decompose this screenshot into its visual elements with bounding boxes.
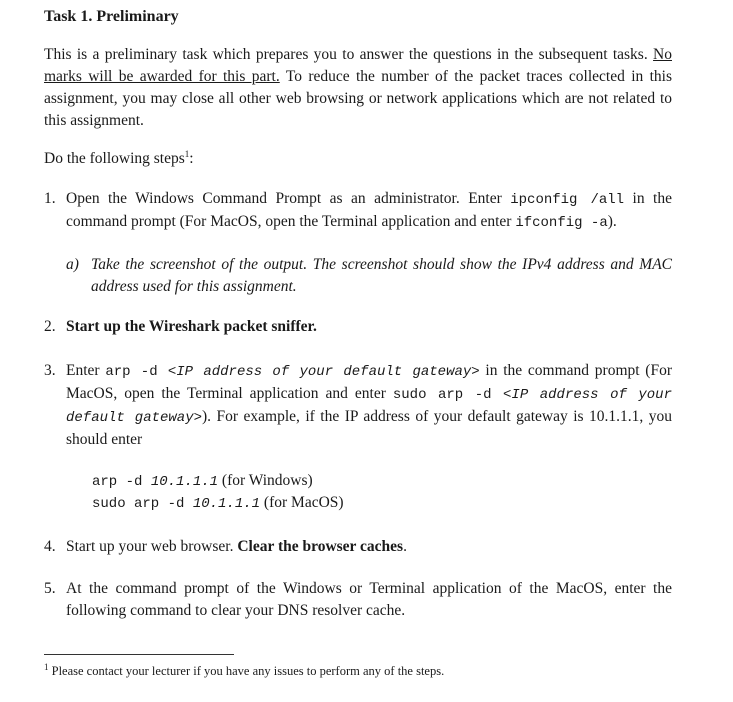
code-note: (for Windows): [218, 472, 313, 489]
footnote-divider: [44, 654, 234, 655]
clear-cache-instruction: Clear the browser caches: [237, 538, 404, 555]
ipconfig-command: ipconfig /all: [510, 192, 625, 208]
step-4: [44, 536, 672, 558]
step-text: Enter: [66, 362, 106, 379]
sub-letter: a): [66, 256, 79, 273]
step-body: [66, 188, 672, 234]
step-5: [44, 578, 672, 622]
intro-text-2: To reduce the number of the packet traces collected in this assignment, you may close all other web browsing or network applications which are not related to this assignment.: [44, 68, 673, 129]
step-text: Start up the Wireshark packet sniffer.: [66, 318, 317, 335]
code-example-macos: [92, 492, 344, 515]
steps-intro: [44, 148, 672, 170]
step-3: [44, 360, 672, 451]
step-number: 2.: [44, 318, 56, 335]
ifconfig-command: ifconfig -a: [515, 215, 608, 231]
code-command: arp -d: [92, 474, 151, 490]
code-note: (for MacOS): [260, 494, 344, 511]
gateway-placeholder: <IP address of your default gateway>: [66, 387, 672, 426]
step-text: .: [403, 538, 407, 555]
step-text: At the command prompt of the Windows or Terminal application of the MacOS, enter the following command to clear your DNS resolver cache.: [66, 580, 672, 619]
step-1: [44, 188, 672, 234]
sub-text: Take the screenshot of the output. The screenshot should show the IPv4 address and MAC address used for this assignment.: [91, 256, 672, 295]
footnote-mark: 1: [44, 661, 49, 672]
step-number: 4.: [44, 538, 56, 555]
footnote-text: Please contact your lecturer if you have any issues to perform any of the steps.: [48, 664, 445, 678]
step-number: 5.: [44, 580, 56, 597]
step-body: [66, 536, 672, 558]
code-ip: 10.1.1.1: [150, 474, 219, 490]
gateway-placeholder: <IP address of your default gateway>: [167, 364, 480, 380]
step-text: Start up your web browser.: [66, 538, 238, 555]
sudo-arp-command: sudo arp -d: [392, 387, 504, 403]
steps-intro-colon: :: [189, 150, 194, 167]
step-text: in the command prompt (For MacOS, open the Terminal application and enter: [66, 362, 672, 402]
intro-text-1: This is a preliminary task which prepares you to answer the questions in the subsequent tasks.: [44, 46, 654, 63]
step-text: ). For example, if the IP address of your default gateway is 10.1.1.1, you should enter: [66, 408, 672, 448]
step-number: 1.: [44, 190, 56, 207]
section-heading: Task 1. Preliminary: [44, 8, 179, 25]
code-example-windows: [92, 470, 313, 493]
step-number: 3.: [44, 362, 56, 379]
step-2: [44, 316, 672, 338]
footnote: [44, 660, 444, 682]
step-text: ).: [607, 213, 617, 230]
code-ip: 10.1.1.1: [192, 496, 261, 512]
step-text: Open the Windows Command Prompt as an administrator. Enter: [66, 190, 511, 207]
step-text: in the command prompt (For MacOS, open the Terminal application and enter: [66, 190, 672, 230]
code-command: sudo arp -d: [92, 496, 193, 512]
no-marks-notice: No marks will be awarded for this part.: [44, 46, 672, 85]
arp-command: arp -d: [105, 364, 168, 380]
intro-paragraph: [44, 44, 672, 132]
step-1a: [66, 254, 672, 298]
step-body: [66, 360, 672, 451]
footnote-ref: 1: [184, 148, 190, 159]
steps-intro-text: Do the following steps: [44, 150, 185, 167]
